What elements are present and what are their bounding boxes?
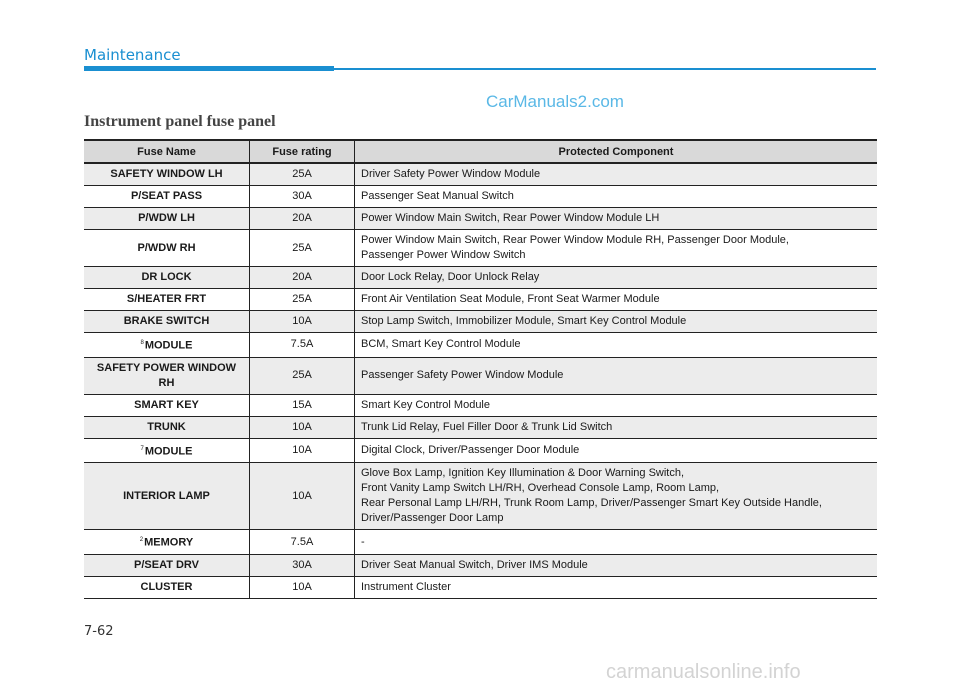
fuse-name: DR LOCK (141, 271, 192, 283)
fuse-rating: 25A (250, 163, 355, 186)
fuse-name-cell (84, 333, 250, 358)
column-header-fuse-rating: Fuse rating (250, 140, 355, 163)
fuse-name-cell (84, 163, 250, 186)
fuse-table (84, 139, 877, 599)
fuse-name-cell (84, 267, 250, 289)
fuse-name: TRUNK (147, 420, 186, 433)
protected-component: Passenger Seat Manual Switch (355, 186, 878, 208)
table-row (84, 208, 877, 230)
table-row (84, 163, 877, 186)
fuse-name-superscript: 2 (139, 537, 144, 544)
fuse-name-cell (84, 289, 250, 311)
fuse-rating: 10A (250, 463, 355, 530)
protected-component: Driver Seat Manual Switch, Driver IMS Module (355, 554, 878, 576)
protected-component: Stop Lamp Switch, Immobilizer Module, Smart Key Control Module (355, 311, 878, 333)
protected-component: Power Window Main Switch, Rear Power Window Module LH (355, 208, 878, 230)
fuse-name-cell (84, 530, 250, 555)
table-row (84, 438, 877, 463)
fuse-name: P/SEAT PASS (130, 190, 203, 202)
fuse-rating: 10A (250, 438, 355, 463)
fuse-rating: 30A (250, 554, 355, 576)
fuse-rating: 7.5A (250, 530, 355, 555)
header-rule-thick (84, 66, 334, 71)
table-row (84, 416, 877, 438)
fuse-name: P/WDW RH (137, 241, 196, 254)
section-title: Maintenance (84, 46, 181, 64)
fuse-name: SMART KEY (134, 398, 199, 411)
table-header-row (84, 140, 877, 163)
fuse-name: INTERIOR LAMP (123, 489, 210, 502)
table-row (84, 186, 877, 208)
table-row (84, 311, 877, 333)
protected-component: Door Lock Relay, Door Unlock Relay (355, 267, 878, 289)
fuse-name-superscript: 8 (140, 340, 144, 346)
watermark-bottom: carmanualsonline.info (606, 661, 801, 683)
table-row (84, 463, 877, 530)
fuse-rating: 25A (250, 230, 355, 267)
fuse-table-body (84, 163, 877, 598)
protected-component: Glove Box Lamp, Ignition Key Illumination & Door Warning Switch, Front Vanity Lamp Switch LH/RH, Overhead Console Lamp, Room Lamp, Rear Personal Lamp LH/RH, Trunk Room Lamp, Driver/Passenger Smart Key Outside Handle, Driver/Passenger Door Lamp (355, 463, 878, 530)
protected-component: Trunk Lid Relay, Fuel Filler Door & Trunk Lid Switch (355, 416, 878, 438)
fuse-name-cell (84, 394, 250, 416)
page-number: 7-62 (84, 624, 114, 639)
fuse-name: MODULE (144, 339, 193, 352)
fuse-name: SAFETY WINDOW LH (110, 168, 223, 180)
fuse-name-cell (84, 208, 250, 230)
fuse-name-cell (84, 576, 250, 598)
protected-component: Instrument Cluster (355, 576, 878, 598)
fuse-name-cell (84, 230, 250, 267)
column-header-protected-component: Protected Component (355, 140, 878, 163)
table-row (84, 394, 877, 416)
fuse-name: CLUSTER (140, 580, 193, 593)
protected-component: Driver Safety Power Window Module (355, 163, 878, 186)
watermark-top: CarManuals2.com (486, 92, 624, 111)
fuse-name: SAFETY POWER WINDOW RH (96, 361, 237, 389)
page-heading: Instrument panel fuse panel (84, 113, 276, 130)
protected-component: Power Window Main Switch, Rear Power Window Module RH, Passenger Door Module, Passenger Power Window Switch (355, 230, 878, 267)
fuse-rating: 15A (250, 394, 355, 416)
fuse-name-superscript: 7 (140, 445, 144, 452)
table-row (84, 576, 877, 598)
table-row (84, 333, 877, 358)
fuse-rating: 20A (250, 267, 355, 289)
protected-component: Smart Key Control Module (355, 394, 878, 416)
protected-component: - (355, 530, 878, 555)
fuse-name-cell (84, 416, 250, 438)
fuse-name-cell (84, 554, 250, 576)
table-row (84, 554, 877, 576)
fuse-name: MODULE (144, 445, 193, 458)
protected-component: BCM, Smart Key Control Module (355, 333, 878, 358)
table-row (84, 289, 877, 311)
table-row (84, 357, 877, 394)
fuse-rating: 10A (250, 311, 355, 333)
table-row (84, 230, 877, 267)
fuse-rating: 10A (250, 576, 355, 598)
column-header-fuse-name: Fuse Name (137, 145, 196, 158)
protected-component: Front Air Ventilation Seat Module, Front Seat Warmer Module (355, 289, 878, 311)
fuse-name-cell (84, 186, 250, 208)
protected-component: Digital Clock, Driver/Passenger Door Module (355, 438, 878, 463)
fuse-name: P/WDW LH (138, 212, 195, 224)
table-row (84, 530, 877, 555)
fuse-name: BRAKE SWITCH (123, 315, 210, 327)
fuse-rating: 10A (250, 416, 355, 438)
fuse-name-cell (84, 311, 250, 333)
fuse-rating: 30A (250, 186, 355, 208)
protected-component: Passenger Safety Power Window Module (355, 357, 878, 394)
fuse-name: P/SEAT DRV (134, 558, 199, 571)
fuse-rating: 7.5A (250, 333, 355, 358)
fuse-name-cell (84, 438, 250, 463)
fuse-name: MEMORY (144, 536, 194, 549)
header-rule-thin (334, 68, 876, 70)
fuse-name-cell (84, 357, 250, 394)
fuse-rating: 20A (250, 208, 355, 230)
fuse-name-cell (84, 463, 250, 530)
fuse-rating: 25A (250, 357, 355, 394)
fuse-name: S/HEATER FRT (126, 293, 207, 305)
table-row (84, 267, 877, 289)
fuse-rating: 25A (250, 289, 355, 311)
